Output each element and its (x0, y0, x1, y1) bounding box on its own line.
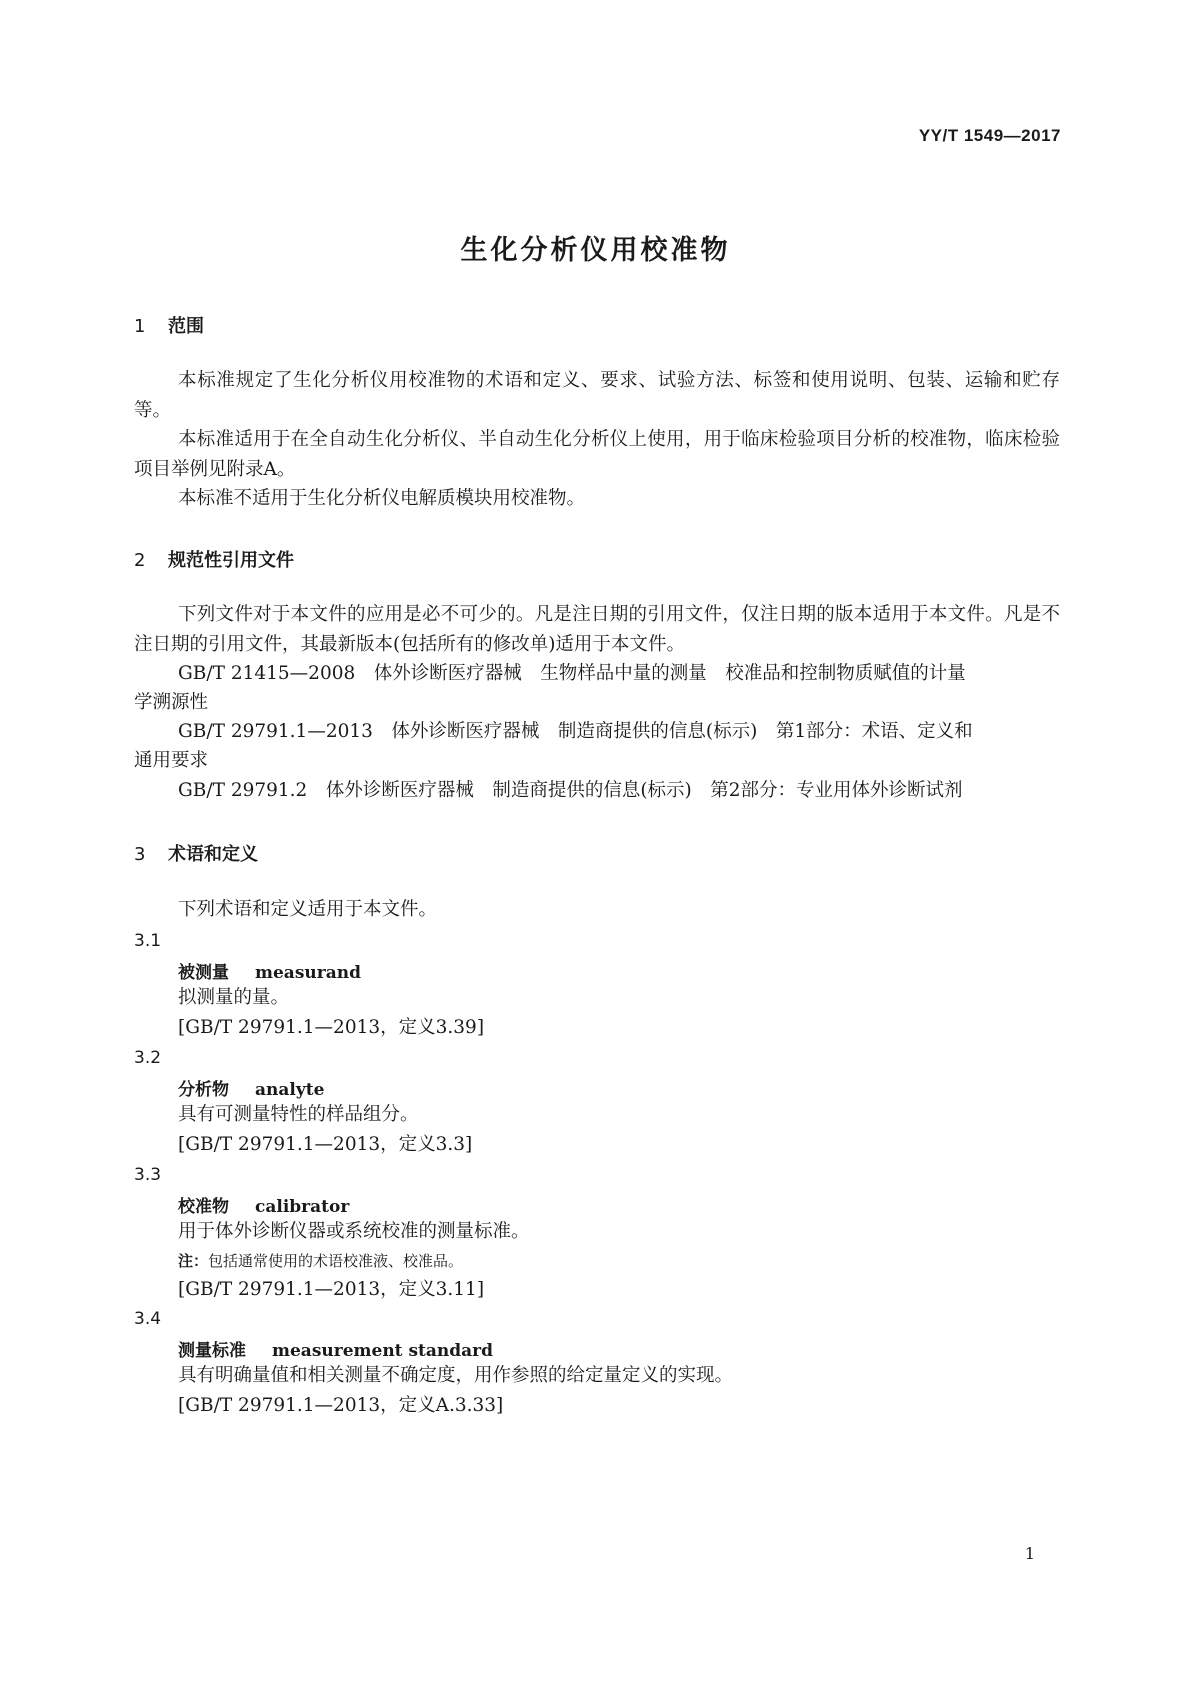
term-definition: 用于体外诊断仪器或系统校准的测量标准。 (178, 1221, 530, 1242)
section-title: 术语和定义 (168, 844, 258, 865)
reference-item-continued: 通用要求 (134, 750, 209, 771)
term-chinese: 分析物 (178, 1080, 229, 1100)
note-label: 注： (178, 1252, 209, 1270)
reference-item: GB/T 21415—2008 体外诊断医疗器械 生物样品中量的测量 校准品和控制物质赋值的计量 (178, 663, 966, 684)
scope-paragraph-2: 本标准适用于在全自动生化分析仪、半自动生化分析仪上使用，用于临床检验项目分析的校准物，临床检验项目举例见附录A。 (134, 429, 1060, 480)
term-number: 3.4 (134, 1309, 162, 1329)
reference-item-continued: 学溯源性 (134, 692, 209, 713)
section-1-heading (134, 312, 204, 338)
term-source: [GB/T 29791.1—2013，定义3.3] (178, 1134, 473, 1155)
term-note (178, 1250, 463, 1271)
term-heading (178, 1336, 493, 1361)
scope-paragraph-1: 本标准规定了生化分析仪用校准物的术语和定义、要求、试验方法、标签和使用说明、包装、运输和贮存等。 (134, 370, 1060, 421)
section-number: 2 (134, 550, 146, 571)
reference-item: GB/T 29791.1—2013 体外诊断医疗器械 制造商提供的信息(标示) 第1部分：术语、定义和 (178, 721, 973, 742)
term-definition: 具有可测量特性的样品组分。 (178, 1104, 419, 1125)
page-title: 生化分析仪用校准物 (460, 235, 731, 266)
terms-intro: 下列术语和定义适用于本文件。 (178, 899, 438, 920)
page-number: 1 (1024, 1544, 1035, 1563)
term-heading (178, 1075, 324, 1100)
term-number: 3.1 (134, 931, 162, 951)
term-heading (178, 1192, 349, 1217)
term-heading (178, 958, 361, 983)
section-3-heading (134, 840, 258, 866)
standard-code: YY/T 1549—2017 (918, 126, 1061, 145)
term-source: [GB/T 29791.1—2013，定义A.3.33] (178, 1395, 504, 1416)
term-number: 3.2 (134, 1048, 162, 1068)
scope-paragraph-3: 本标准不适用于生化分析仪电解质模块用校准物。 (178, 488, 586, 509)
note-text: 包括通常使用的术语校准液、校准品。 (208, 1252, 464, 1270)
term-definition: 拟测量的量。 (178, 987, 290, 1008)
term-source: [GB/T 29791.1—2013，定义3.11] (178, 1279, 485, 1300)
reference-item: GB/T 29791.2 体外诊断医疗器械 制造商提供的信息(标示) 第2部分：专业用体外诊断试剂 (178, 780, 963, 801)
term-source: [GB/T 29791.1—2013，定义3.39] (178, 1017, 485, 1038)
term-chinese: 被测量 (178, 963, 229, 983)
section-title: 范围 (168, 316, 204, 337)
section-number: 3 (134, 844, 146, 865)
term-number: 3.3 (134, 1165, 162, 1185)
term-english: measurand (255, 963, 361, 983)
term-chinese: 校准物 (178, 1197, 229, 1217)
section-title: 规范性引用文件 (168, 550, 294, 571)
term-chinese: 测量标准 (178, 1341, 246, 1361)
term-definition: 具有明确量值和相关测量不确定度，用作参照的给定量定义的实现。 (178, 1365, 734, 1386)
section-number: 1 (134, 316, 146, 337)
term-english: analyte (255, 1080, 325, 1100)
term-english: measurement standard (272, 1341, 493, 1361)
section-2-heading (134, 546, 294, 572)
normative-paragraph: 下列文件对于本文件的应用是必不可少的。凡是注日期的引用文件，仅注日期的版本适用于本文件。凡是不注日期的引用文件，其最新版本(包括所有的修改单)适用于本文件。 (134, 604, 1060, 655)
term-english: calibrator (255, 1197, 350, 1217)
